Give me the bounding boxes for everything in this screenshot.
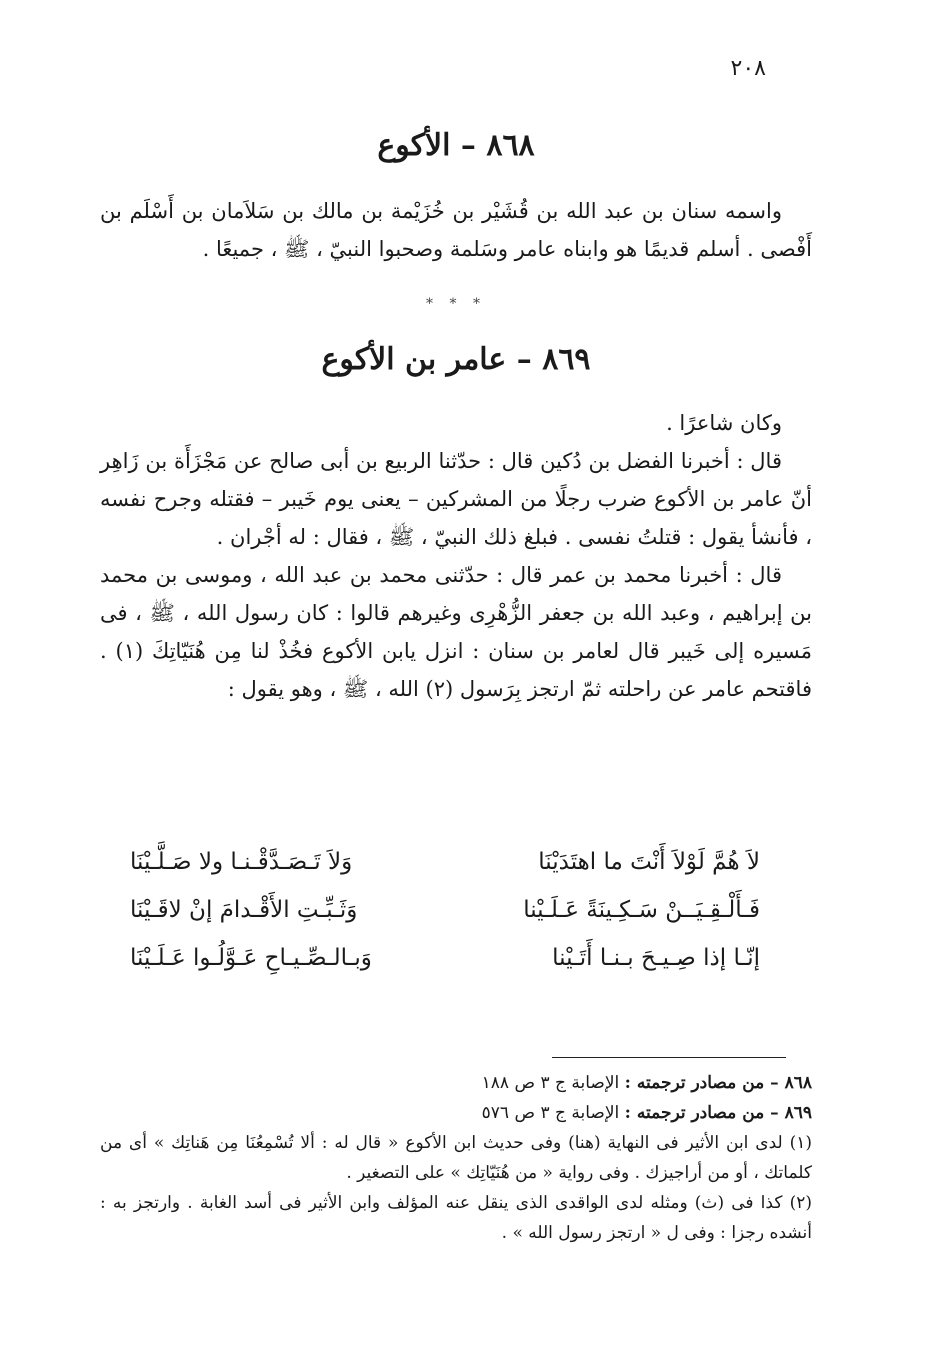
- entry-868-text: واسمه سنان بن عبد الله بن قُشَيْر بن خُزَيْمة بن مالك بن سَلاَمان بن أَسْلَم بن أَفْصى . أسلم قديمًا هو وابناه عامر وسَلمة وصحبوا النبيّ ، ﷺ ، جميعًا .: [100, 199, 812, 261]
- footnote-2: (٢) كذا فى (ث) ومثله لدى الواقدى الذى ينقل عنه المؤلف وابن الأثير فى أسد الغابة . وارتجز به : أنشده رجزا : وفى ل « ارتجز رسول الله » .: [100, 1193, 812, 1243]
- poem-verses: [130, 838, 760, 982]
- footnote-1: (١) لدى ابن الأثير فى النهاية (هنا) وفى حديث ابن الأكوع « قال له : ألا تُسْمِعُنَا مِن هَناتِك » أى من كلماتك ، أو من أراجيزك . وفى رواية « من هُنَيّاتِك » على التصغير .: [100, 1133, 812, 1183]
- entry-869-paragraph-3: قال : أخبرنا محمد بن عمر قال : حدّثنى محمد بن عبد الله ، وموسى بن محمد بن إبراهيم ، وعبد الله بن جعفر الزُّهْرِى وغيرهم قالوا : كان رسول الله ، ﷺ ، فى مَسيره إلى خَيبر قال لعامر بن سنان : انزل يابن الأكوع فخُذْ لنا مِن هُنَيّاتِكَ (١) . فاقتحم عامر عن راحلته ثمّ ارتجز بِرَسول (٢) الله ، ﷺ ، وهو يقول :: [100, 563, 812, 701]
- verse-second-hemistich: وَلاَ تَـصَـدَّقْـنـا ولا صَـلَّـيْنَا: [130, 849, 353, 875]
- footnote-divider: [552, 1057, 786, 1058]
- entry-868-body: [100, 192, 812, 268]
- verse-first-hemistich: لاَ هُمَّ لَوْلاَ أَنْتَ ما اهتَدَيْنَا: [538, 849, 760, 875]
- footnote-869-text: الإصابة ج ٣ ص ٥٧٦: [481, 1103, 620, 1123]
- entry-869-body: [100, 404, 812, 708]
- verse-second-hemistich: وَبـالـصِّـيـاحِ عَـوَّلُـوا عَـلَـيْنَا: [130, 945, 372, 971]
- section-separator: * * *: [426, 296, 486, 312]
- footnotes: [100, 1068, 812, 1248]
- verse-first-hemistich: إنّـا إذا صِـيـحَ بـنـا أَتَـيْنا: [552, 945, 760, 971]
- entry-869-paragraph-1: وكان شاعرًا .: [666, 411, 782, 435]
- footnote-869-title: ٨٦٩ – من مصادر ترجمته :: [624, 1103, 812, 1123]
- footnote-869-sources: [100, 1098, 812, 1128]
- footnote-868-sources: [100, 1068, 812, 1098]
- verse-line: [130, 934, 760, 982]
- entry-868-heading: ٨٦٨ – الأكوع: [377, 128, 535, 163]
- footnote-868-text: الإصابة ج ٣ ص ١٨٨: [481, 1073, 620, 1093]
- verse-line: [130, 838, 760, 886]
- verse-line: [130, 886, 760, 934]
- footnote-868-title: ٨٦٨ – من مصادر ترجمته :: [624, 1073, 812, 1093]
- verse-first-hemistich: فَـأَلْـقِـيَــنْ سَـكِـينَةً عَـلَـيْنا: [523, 897, 760, 923]
- verse-second-hemistich: وَثَـبِّـتِ الأَقْـدامَ إنْ لاقَـيْنَا: [130, 897, 358, 923]
- entry-869-heading: ٨٦٩ – عامر بن الأكوع: [321, 342, 591, 377]
- page-number: ٢٠٨: [730, 56, 766, 81]
- entry-869-paragraph-2: قال : أخبرنا الفضل بن دُكين قال : حدّثنا الربيع بن أبى صالح عن مَجْزَأَة بن زَاهِر أنّ عامر بن الأكوع ضرب رجلًا من المشركين – يعنى يوم خَيبر – فقتله وجرح نفسه ، فأنشأ يقول : قتلتُ نفسى . فبلغ ذلك النبيّ ، ﷺ ، فقال : له أجْران .: [100, 449, 812, 549]
